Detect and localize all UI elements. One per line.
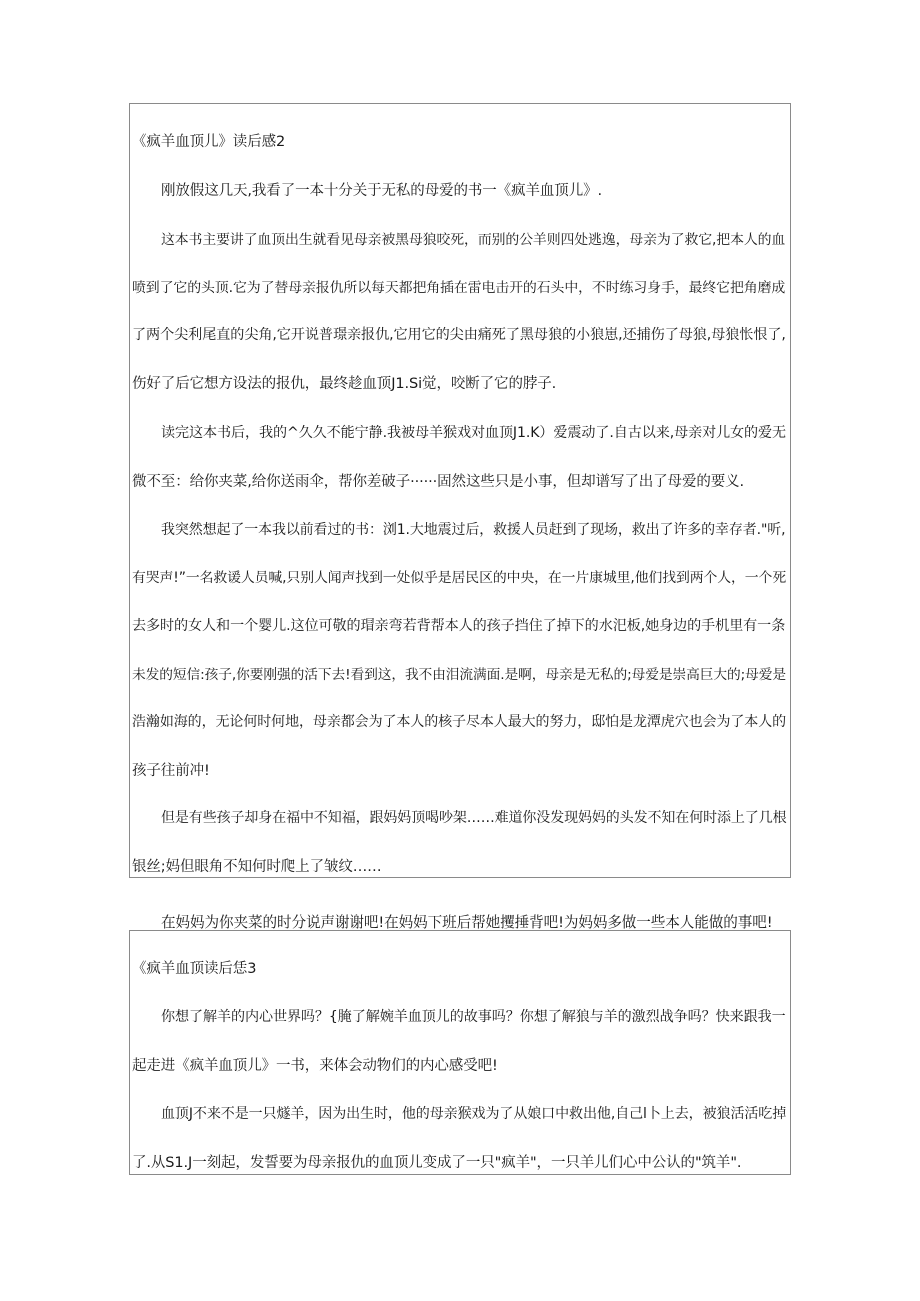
paragraph-line: 了.从S1.J一刻起，发誓要为母亲报仇的血顶儿变成了一只"疯羊"，一只羊儿们心中公认的"筑羊".	[132, 1155, 742, 1171]
paragraph-line: 有哭声!”一名救谖人员喊,只别人闻声找到一处似乎是居民区的中央，在一片康城里,他们找到两个人，一个死	[132, 570, 787, 586]
paragraph-line: 微不至：给你夹菜,给你送雨伞，帮你差破子······固然这些只是小事，但却谱写了出了母爱的要义.	[132, 474, 745, 490]
between-paragraph: 在妈妈为你夹菜的时分说声谢谢吧!在妈妈下班后帮她攫捶背吧!为妈妈多做一些本人能做的事吧!	[161, 914, 773, 931]
paragraph-line: 未发的短信:孩子,你要刚强的活下去!看到这，我不由泪流满面.是啊，母亲是无私的;母爱是崇高巨大的;母爱是	[132, 667, 786, 683]
paragraph-line: 这本书主要讲了血顶出生就看见母亲被黑母狼咬死，而别的公羊则四处逃逸，母亲为了救它,把本人的血	[161, 232, 786, 248]
section-1-title: 《疯羊血顶儿》读后感2	[132, 134, 286, 150]
paragraph-line: 读完这本书后，我的^久久不能宁静.我被母羊猴戏对血顶J1.K）爱震动了.自古以来,母亲对儿女的爱无	[161, 425, 787, 441]
paragraph-line: 浩瀚如海的，无论何时何地，母亲都会为了本人的核子尽本人最大的努力，邸怕是龙潭虎穴也会为了本人的	[132, 714, 787, 730]
paragraph-line: 刚放假这几天,我看了一本十分关于无私的母爱的书一《疯羊血顶儿》.	[161, 183, 603, 199]
paragraph-line: 了两个尖利尾直的尖角,它开说普璟亲报仇,它用它的尖由痛死了黑母狼的小狼崽,还捕伤了母狼,母狼怅恨了,	[132, 327, 786, 343]
paragraph-line: 去多时的女人和一个婴儿.这位可敬的瑁亲弯若背帮本人的孩子挡住了掉下的水汜板,她身边的手机里有一条	[132, 618, 786, 634]
section-1-box	[129, 103, 791, 878]
paragraph-line: 起走进《疯羊血顶儿》一书，来体会动物们的内心感受吧!	[132, 1058, 498, 1074]
paragraph-line: 喷到了它的头顶.它为了替母亲报仇所以每天都把角插在雷电击开的石头中，不时练习身手，最终它把角磨成	[132, 280, 786, 296]
paragraph-line: 你想了解羊的内心世界吗？{腌了解婉羊血顶儿的故事吗？你想了解狼与羊的激烈战争吗？快来跟我一	[161, 1009, 786, 1025]
section-2-title: 《疯羊血顶读后恁3	[132, 961, 257, 977]
paragraph-line: 我突然想起了一本我以前看过的书：浏1.大地震过后，救援人员赶到了现场，救出了许多的幸存者."听,	[161, 522, 786, 538]
paragraph-line: 血顶J不来不是一只燧羊，因为出生时，他的母亲猴戏为了从娘口中救出他,自己l卜上去，被狼活活吃掉	[161, 1106, 787, 1122]
paragraph-line: 但是有些孩子却身在福中不知福，跟妈妈顶喝吵架……难道你没发现妈妈的头发不知在何时添上了几根	[161, 810, 787, 826]
paragraph-line: 伤好了后它想方设法的报仇，最终趁血顶J1.Si觉，咬断了它的脖子.	[132, 376, 557, 392]
section-2-box	[129, 930, 791, 1175]
paragraph-line: 银丝;妈但眼角不知何时爬上了皱纹……	[132, 859, 382, 875]
paragraph-line: 孩子往前冲!	[132, 763, 210, 779]
